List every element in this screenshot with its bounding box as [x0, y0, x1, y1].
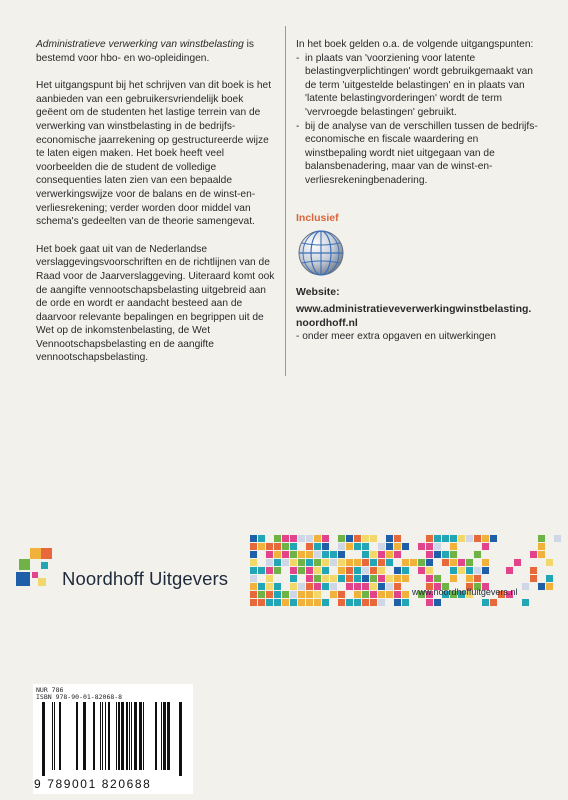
mosaic-tile [346, 567, 353, 574]
mosaic-tile [522, 599, 529, 606]
publisher-url[interactable]: www.noordhoffuitgevers.nl [412, 587, 518, 597]
barcode-bar [131, 702, 132, 770]
mosaic-tile [322, 567, 329, 574]
barcode-bar [163, 702, 166, 770]
mosaic-tile [314, 583, 321, 590]
mosaic-tile [426, 551, 433, 558]
mosaic-tile [282, 591, 289, 598]
mosaic-tile [266, 551, 273, 558]
mosaic-tile [466, 567, 473, 574]
mosaic-tile [434, 575, 441, 582]
mosaic-tile [538, 551, 545, 558]
mosaic-tile [450, 575, 457, 582]
mosaic-tile [402, 575, 409, 582]
mosaic-tile [314, 551, 321, 558]
mosaic-tile [474, 551, 481, 558]
mosaic-tile [354, 583, 361, 590]
mosaic-tile [434, 543, 441, 550]
mosaic-tile [250, 535, 257, 542]
barcode [36, 702, 186, 776]
barcode-bar [102, 702, 103, 770]
mosaic-tile [282, 551, 289, 558]
mosaic-tile [474, 567, 481, 574]
mosaic-tile [290, 559, 297, 566]
mosaic-tile [546, 583, 553, 590]
mosaic-tile [466, 575, 473, 582]
mosaic-tile [266, 543, 273, 550]
paragraph-verslaggeving: Het boek gaat uit van de Nederlandse verslaggevingsvoorschriften en de richtlijnen van de Raad voor de Jaarverslaggeving. Uiteraard komt ook de aangifte vennootschapsbelasting uitgebreid aan de orde en wordt er aandacht besteed aan de daarvoor relevante bepalingen en begrippen uit de Wet op de inkomstenbelasting, de Wet Vennootschapsbelasting en de aangifte vennootschapsbelasting. [36, 243, 275, 364]
mosaic-tile [306, 583, 313, 590]
publisher-logo-icon [16, 548, 60, 592]
mosaic-tile [362, 583, 369, 590]
right-column [296, 38, 542, 188]
mosaic-tile [338, 567, 345, 574]
mosaic-tile [354, 575, 361, 582]
mosaic-tile [442, 551, 449, 558]
mosaic-tile [450, 551, 457, 558]
book-title-italic: Administratieve verwerking van winstbelasting [36, 39, 244, 50]
mosaic-tile [338, 575, 345, 582]
left-column [36, 38, 276, 379]
mosaic-tile [402, 599, 409, 606]
mosaic-tile [338, 551, 345, 558]
mosaic-tile [330, 575, 337, 582]
mosaic-tile [306, 575, 313, 582]
mosaic-tile [514, 559, 521, 566]
mosaic-tile [378, 567, 385, 574]
mosaic-tile [482, 543, 489, 550]
mosaic-tile [290, 551, 297, 558]
mosaic-tile [338, 599, 345, 606]
mosaic-tile [378, 551, 385, 558]
barcode-bar [134, 702, 137, 770]
mosaic-tile [386, 575, 393, 582]
mosaic-tile [538, 583, 545, 590]
list-item: - in plaats van 'voorziening voor latente belastingverplichtingen' wordt gebruikgemaakt van de term 'uitgestelde belastingen' en in plaats van 'latente belastingvorderingen' wordt de term 'vervroegde belastingen' gebruikt. [296, 52, 542, 120]
mosaic-tile [466, 559, 473, 566]
barcode-bar [116, 702, 117, 770]
website-url-line1[interactable]: www.administratieveverwerkingwinstbelasting. [296, 303, 532, 315]
mosaic-tile [354, 591, 361, 598]
intro-rest: is bestemd voor hbo- en wo-opleidingen. [36, 39, 254, 64]
mosaic-tile [370, 591, 377, 598]
mosaic-tile [402, 567, 409, 574]
mosaic-tile [258, 599, 265, 606]
website-label: Website: [296, 286, 340, 298]
mosaic-tile [266, 559, 273, 566]
mosaic-tile [338, 535, 345, 542]
mosaic-tile [338, 559, 345, 566]
mosaic-tile [298, 591, 305, 598]
mosaic-tile [378, 583, 385, 590]
mosaic-tile [442, 535, 449, 542]
mosaic-tile [250, 591, 257, 598]
mosaic-tile [402, 591, 409, 598]
mosaic-tile [362, 591, 369, 598]
mosaic-tile [370, 535, 377, 542]
mosaic-tile [258, 591, 265, 598]
mosaic-tile [290, 583, 297, 590]
list-item: - bij de analyse van de verschillen tussen de bedrijfs-economische en fiscale waardering en winstbepaling wordt niet uitgegaan van de balansbenadering, maar van de winst-en-verliesrekeningbenadering. [296, 120, 542, 188]
mosaic-tile [386, 543, 393, 550]
barcode-bar [93, 702, 95, 770]
mosaic-tile [306, 599, 313, 606]
uitgangspunten-list [296, 52, 542, 188]
mosaic-tile [490, 535, 497, 542]
mosaic-tile [298, 583, 305, 590]
mosaic-tile [298, 535, 305, 542]
mosaic-tile [394, 599, 401, 606]
mosaic-tile [282, 559, 289, 566]
mosaic-tile [506, 567, 513, 574]
mosaic-tile [450, 535, 457, 542]
mosaic-tile [482, 559, 489, 566]
mosaic-tile [378, 591, 385, 598]
mosaic-tile [394, 591, 401, 598]
mosaic-tile [250, 543, 257, 550]
mosaic-tile [306, 535, 313, 542]
mosaic-tile [402, 559, 409, 566]
mosaic-tile [322, 559, 329, 566]
barcode-bar [100, 702, 101, 770]
mosaic-tile [314, 575, 321, 582]
mosaic-tile [346, 583, 353, 590]
mosaic-tile [418, 559, 425, 566]
mosaic-tile [258, 567, 265, 574]
mosaic-tile [394, 567, 401, 574]
intro-paragraph [36, 38, 276, 65]
mosaic-tile [410, 559, 417, 566]
inclusief-label: Inclusief [296, 212, 339, 224]
mosaic-tile [250, 559, 257, 566]
barcode-bar [139, 702, 142, 770]
mosaic-tile [322, 543, 329, 550]
mosaic-tile [434, 551, 441, 558]
barcode-bar [143, 702, 144, 770]
mosaic-tile [306, 543, 313, 550]
mosaic-tile [322, 583, 329, 590]
mosaic-tile [426, 599, 433, 606]
mosaic-tile [458, 567, 465, 574]
mosaic-tile [386, 583, 393, 590]
barcode-bar [105, 702, 106, 770]
mosaic-tile [378, 559, 385, 566]
barcode-bar [118, 702, 120, 770]
uitgangspunten-heading: In het boek gelden o.a. de volgende uitgangspunten: [296, 39, 534, 50]
mosaic-tile [402, 543, 409, 550]
website-url[interactable] [296, 302, 546, 330]
mosaic-tile [346, 599, 353, 606]
mosaic-tile [386, 551, 393, 558]
globe-icon [297, 229, 345, 277]
mosaic-tile [394, 551, 401, 558]
mosaic-tile [274, 551, 281, 558]
mosaic-tile [266, 567, 273, 574]
mosaic-tile [530, 575, 537, 582]
mosaic-tile [290, 591, 297, 598]
website-note: - onder meer extra opgaven en uitwerkingen [296, 331, 496, 342]
mosaic-tile [394, 583, 401, 590]
mosaic-tile [290, 543, 297, 550]
mosaic-tile [370, 551, 377, 558]
barcode-bar [155, 702, 157, 770]
mosaic-tile [314, 599, 321, 606]
mosaic-tile [274, 599, 281, 606]
mosaic-tile [362, 535, 369, 542]
mosaic-tile [250, 567, 257, 574]
mosaic-tile [346, 575, 353, 582]
mosaic-tile [370, 559, 377, 566]
mosaic-tile [314, 543, 321, 550]
mosaic-tile [450, 559, 457, 566]
mosaic-tile [306, 559, 313, 566]
mosaic-tile [298, 599, 305, 606]
mosaic-tile [330, 591, 337, 598]
mosaic-tile [370, 567, 377, 574]
mosaic-tile [538, 543, 545, 550]
mosaic-tile [386, 559, 393, 566]
mosaic-tile [258, 543, 265, 550]
mosaic-tile [386, 535, 393, 542]
mosaic-tile [522, 583, 529, 590]
barcode-bar [179, 702, 182, 776]
mosaic-tile [546, 559, 553, 566]
mosaic-tile [298, 567, 305, 574]
mosaic-tile [466, 535, 473, 542]
mosaic-tile [346, 535, 353, 542]
mosaic-tile [362, 543, 369, 550]
mosaic-tile [426, 543, 433, 550]
mosaic-tile [370, 583, 377, 590]
mosaic-tile [426, 559, 433, 566]
mosaic-tile [306, 551, 313, 558]
mosaic-tile [426, 575, 433, 582]
mosaic-tile [354, 535, 361, 542]
mosaic-tile [458, 559, 465, 566]
mosaic-tile [314, 559, 321, 566]
mosaic-tile [306, 591, 313, 598]
mosaic-tile [298, 551, 305, 558]
mosaic-tile [346, 559, 353, 566]
mosaic-tile [362, 559, 369, 566]
mosaic-tile [490, 599, 497, 606]
mosaic-tile [274, 543, 281, 550]
mosaic-tile [354, 599, 361, 606]
mosaic-tile [362, 567, 369, 574]
mosaic-tile [362, 599, 369, 606]
mosaic-tile [298, 559, 305, 566]
mosaic-tile [482, 599, 489, 606]
website-url-line2[interactable]: noordhoff.nl [296, 317, 358, 329]
mosaic-tile [546, 575, 553, 582]
mosaic-tile [450, 543, 457, 550]
mosaic-tile [346, 543, 353, 550]
mosaic-tile [554, 535, 561, 542]
mosaic-tile [250, 599, 257, 606]
mosaic-tile [474, 535, 481, 542]
mosaic-tile [418, 543, 425, 550]
mosaic-tile [354, 543, 361, 550]
barcode-bar [121, 702, 124, 770]
mosaic-tile [378, 599, 385, 606]
mosaic-tile [362, 551, 369, 558]
mosaic-tile [474, 575, 481, 582]
mosaic-tile [250, 583, 257, 590]
mosaic-tile [330, 583, 337, 590]
mosaic-tile [370, 575, 377, 582]
mosaic-tile [274, 591, 281, 598]
mosaic-tile [282, 535, 289, 542]
mosaic-tile [426, 567, 433, 574]
mosaic-tile [482, 535, 489, 542]
mosaic-tile [354, 567, 361, 574]
mosaic-tile [434, 535, 441, 542]
mosaic-tile [426, 535, 433, 542]
mosaic-tile [362, 575, 369, 582]
mosaic-tile [314, 591, 321, 598]
barcode-bar [76, 702, 78, 770]
mosaic-tile [250, 551, 257, 558]
nur-code: NUR 786 [36, 686, 64, 694]
mosaic-tile [290, 575, 297, 582]
mosaic-tile [530, 551, 537, 558]
mosaic-tile [370, 599, 377, 606]
mosaic-tile [322, 551, 329, 558]
mosaic-tile [354, 559, 361, 566]
barcode-bar [161, 702, 162, 770]
mosaic-tile [338, 591, 345, 598]
mosaic-tile [266, 591, 273, 598]
barcode-bar [83, 702, 86, 770]
barcode-bar [108, 702, 110, 770]
mosaic-tile [282, 543, 289, 550]
mosaic-tile [394, 575, 401, 582]
mosaic-tile [266, 599, 273, 606]
mosaic-tile [274, 535, 281, 542]
mosaic-tile [530, 567, 537, 574]
mosaic-tile [418, 567, 425, 574]
mosaic-tile [274, 583, 281, 590]
mosaic-tile [386, 591, 393, 598]
mosaic-tile [322, 535, 329, 542]
mosaic-tile [274, 559, 281, 566]
mosaic-tile [322, 599, 329, 606]
barcode-bar [167, 702, 170, 770]
mosaic-tile [274, 567, 281, 574]
barcode-bar [126, 702, 128, 770]
mosaic-tile [266, 583, 273, 590]
mosaic-tile [458, 535, 465, 542]
mosaic-tile [434, 599, 441, 606]
mosaic-tile [266, 575, 273, 582]
mosaic-tile [378, 543, 385, 550]
mosaic-tile [314, 535, 321, 542]
mosaic-tile [290, 599, 297, 606]
mosaic-tile [282, 599, 289, 606]
mosaic-tile [290, 567, 297, 574]
mosaic-tile [378, 575, 385, 582]
barcode-bar [129, 702, 130, 770]
barcode-bar [54, 702, 55, 770]
mosaic-tile [330, 559, 337, 566]
mosaic-tile [482, 567, 489, 574]
mosaic-tile [394, 535, 401, 542]
mosaic-tile [394, 543, 401, 550]
paragraph-uitgangspunt: Het uitgangspunt bij het schrijven van dit boek is het aanbieden van een gebruikersvriendelijk boek geëent om de studenten het lastige terrein van de verwerking van winstbelasting in de bedrijfs-economische jaarrekening op gestructureerde wijze te laten eigen maken. Het boek heeft veel voorbeelden die de student de volledige consequenties laten zien van een bepaalde verwerkingswijze voor de balans en de winst-en-verliesrekening; verder worden door middel van schema's gedeelten van de theorie samengevat. [36, 80, 272, 228]
barcode-digits: 9 789001 820688 [34, 777, 152, 791]
barcode-bar [59, 702, 61, 770]
barcode-bar [52, 702, 53, 770]
mosaic-tile [538, 535, 545, 542]
column-divider [285, 26, 286, 376]
mosaic-tile [314, 567, 321, 574]
mosaic-tile [330, 551, 337, 558]
barcode-bar [42, 702, 45, 776]
mosaic-tile [338, 543, 345, 550]
mosaic-tile [250, 575, 257, 582]
mosaic-tile [290, 535, 297, 542]
isbn-code: ISBN 978-90-01-82068-8 [36, 693, 123, 701]
mosaic-tile [258, 535, 265, 542]
mosaic-tile [306, 567, 313, 574]
publisher-name: Noordhoff Uitgevers [62, 568, 229, 589]
mosaic-tile [450, 567, 457, 574]
mosaic-tile [442, 559, 449, 566]
mosaic-tile [258, 583, 265, 590]
mosaic-tile [322, 575, 329, 582]
